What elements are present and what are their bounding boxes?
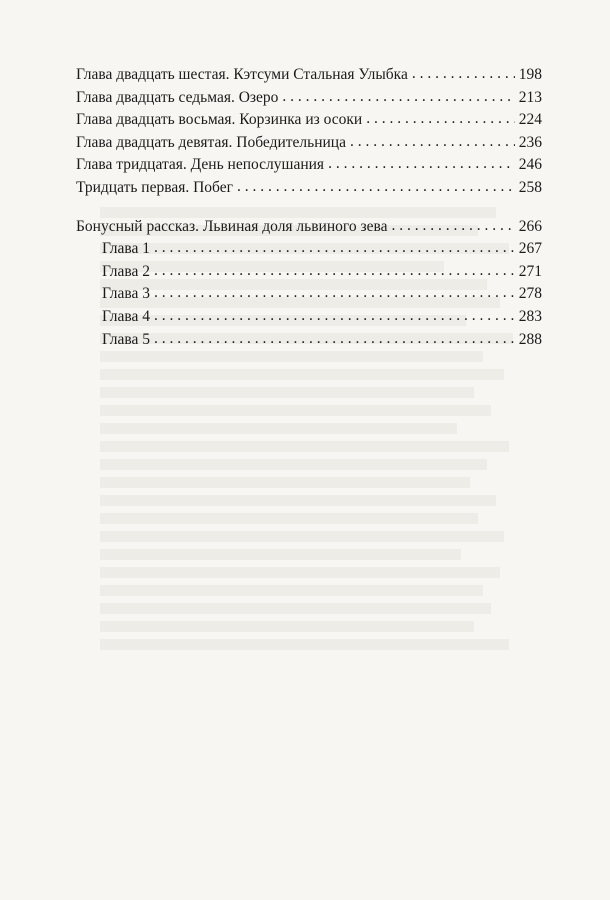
toc-entry-title: Глава 3 bbox=[102, 285, 151, 303]
dot-leader bbox=[350, 131, 515, 154]
dot-leader bbox=[366, 108, 515, 131]
toc-entry-title: Глава двадцать шестая. Кэтсуми Стальная Улыбка bbox=[76, 66, 408, 83]
toc-entry[interactable] bbox=[76, 87, 542, 110]
dot-leader bbox=[237, 176, 515, 199]
toc-entry-page: 224 bbox=[518, 111, 542, 129]
toc-entry[interactable] bbox=[76, 132, 542, 155]
toc-entry-page: 283 bbox=[518, 307, 542, 325]
dot-leader bbox=[154, 237, 515, 260]
toc-entry-page: 267 bbox=[518, 240, 542, 258]
dot-leader bbox=[282, 86, 514, 109]
toc-entry-title: Бонусный рассказ. Львиная доля львиного зева bbox=[76, 217, 388, 235]
toc-subentry[interactable] bbox=[76, 238, 542, 261]
toc-entry-page: 198 bbox=[518, 66, 542, 83]
toc-entry-page: 236 bbox=[518, 133, 542, 151]
toc-entry-title: Глава тридцатая. День непослушания bbox=[76, 156, 325, 174]
toc-entry-title: Глава 5 bbox=[102, 330, 151, 348]
toc-entry-title: Глава 2 bbox=[102, 262, 151, 280]
toc-entry-page: 288 bbox=[518, 330, 542, 348]
toc-entry[interactable] bbox=[76, 64, 542, 87]
dot-leader bbox=[154, 260, 515, 283]
dot-leader bbox=[154, 305, 515, 328]
toc-entry-page: 258 bbox=[518, 178, 542, 196]
toc-entry-page: 266 bbox=[518, 217, 542, 235]
toc-entry-page: 278 bbox=[518, 285, 542, 303]
toc-entry-page: 246 bbox=[518, 156, 542, 174]
toc-subentry[interactable] bbox=[76, 306, 542, 329]
dot-leader bbox=[154, 328, 515, 351]
toc-entry-page: 213 bbox=[518, 88, 542, 106]
toc-entry-title: Глава 1 bbox=[102, 240, 151, 258]
toc-entry-title: Глава 4 bbox=[102, 307, 151, 325]
table-of-contents bbox=[76, 64, 542, 351]
toc-entry-bonus[interactable] bbox=[76, 216, 542, 239]
toc-entry[interactable] bbox=[76, 154, 542, 177]
dot-leader bbox=[412, 63, 515, 86]
toc-subentry[interactable] bbox=[76, 283, 542, 306]
toc-entry-title: Тридцать первая. Побег bbox=[76, 178, 233, 196]
toc-entry-title: Глава двадцать восьмая. Корзинка из осоки bbox=[76, 111, 363, 129]
toc-entry-page: 271 bbox=[518, 262, 542, 280]
toc-entry[interactable] bbox=[76, 177, 542, 200]
toc-subentry[interactable] bbox=[76, 329, 542, 352]
dot-leader bbox=[392, 215, 515, 238]
section-gap bbox=[76, 200, 542, 216]
dot-leader bbox=[154, 282, 515, 305]
toc-entry-title: Глава двадцать седьмая. Озеро bbox=[76, 88, 279, 106]
dot-leader bbox=[328, 153, 515, 176]
toc-entry-title: Глава двадцать девятая. Победительница bbox=[76, 133, 346, 151]
toc-entry[interactable] bbox=[76, 109, 542, 132]
toc-subentry[interactable] bbox=[76, 261, 542, 284]
